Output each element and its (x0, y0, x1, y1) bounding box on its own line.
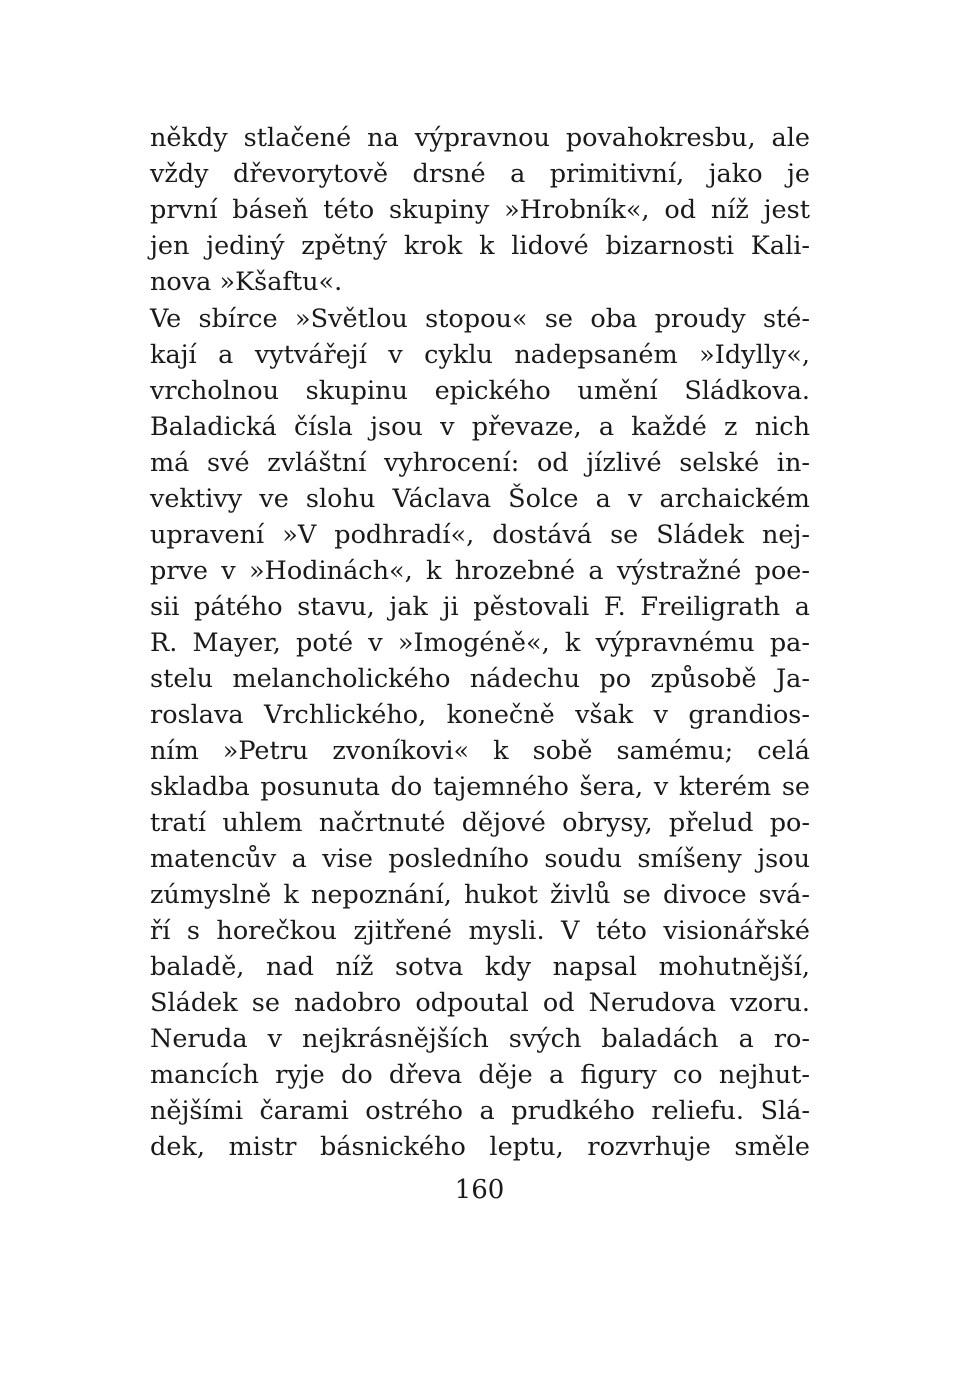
text-line: R. Mayer, poté v »Imogéně«, k výpravnému pa- (150, 628, 810, 658)
text-line: matencův a vise posledního soudu smíšeny jsou (150, 844, 810, 874)
text-line: kají a vytvářejí v cyklu nadepsaném »Idylly«, (150, 340, 810, 370)
text-line: vektivy ve slohu Václava Šolce a v archaickém (150, 484, 810, 514)
text-line: mancích ryje do dřeva děje a figury co nejhut- (150, 1060, 810, 1090)
text-line: nova »Kšaftu«. (150, 267, 343, 297)
text-line: první báseň této skupiny »Hrobník«, od níž jest (150, 195, 810, 225)
text-line: Sládek se nadobro odpoutal od Nerudova vzoru. (150, 988, 810, 1018)
text-line: vždy dřevorytově drsné a primitivní, jako je (150, 159, 810, 189)
text-line: jen jediný zpětný krok k lidové bizarnosti Kali- (150, 231, 810, 261)
text-line: nějšími čarami ostrého a prudkého reliefu. Slá- (150, 1096, 810, 1126)
text-line: někdy stlačené na výpravnou povahokresbu, ale (150, 123, 810, 153)
text-line: baladě, nad níž sotva kdy napsal mohutnější, (150, 952, 810, 982)
text-line: ním »Petru zvoníkovi« k sobě samému; celá (150, 736, 810, 766)
page-number: 160 (454, 1175, 505, 1205)
text-line: roslava Vrchlického, konečně však v grandios- (150, 700, 810, 730)
text-line: zúmyslně k nepoznání, hukot živlů se divoce svá- (150, 880, 810, 910)
text-line: ří s horečkou zjitřené mysli. V této visionářské (150, 916, 810, 946)
text-line: prve v »Hodinách«, k hrozebné a výstražné poe- (150, 556, 810, 586)
text-line: Ve sbírce »Světlou stopou« se oba proudy sté- (150, 304, 810, 334)
text-line: sii pátého stavu, jak ji pěstovali F. Freiligrath a (150, 592, 810, 622)
text-line: skladba posunuta do tajemného šera, v kterém se (150, 772, 810, 802)
text-line: vrcholnou skupinu epického umění Sládkova. (150, 376, 810, 406)
text-line: Baladická čísla jsou v převaze, a každé z nich (150, 412, 810, 442)
text-line: má své zvláštní vyhrocení: od jízlivé selské in- (150, 448, 810, 478)
text-line: Neruda v nejkrásnějších svých baladách a ro- (150, 1024, 810, 1054)
text-line: tratí uhlem načrtnuté dějové obrysy, přelud po- (150, 808, 810, 838)
text-line: dek, mistr básnického leptu, rozvrhuje směle (150, 1132, 810, 1162)
text-line: upravení »V podhradí«, dostává se Sládek nej- (150, 520, 810, 550)
text-line: stelu melancholického nádechu po způsobě Ja- (150, 664, 810, 694)
